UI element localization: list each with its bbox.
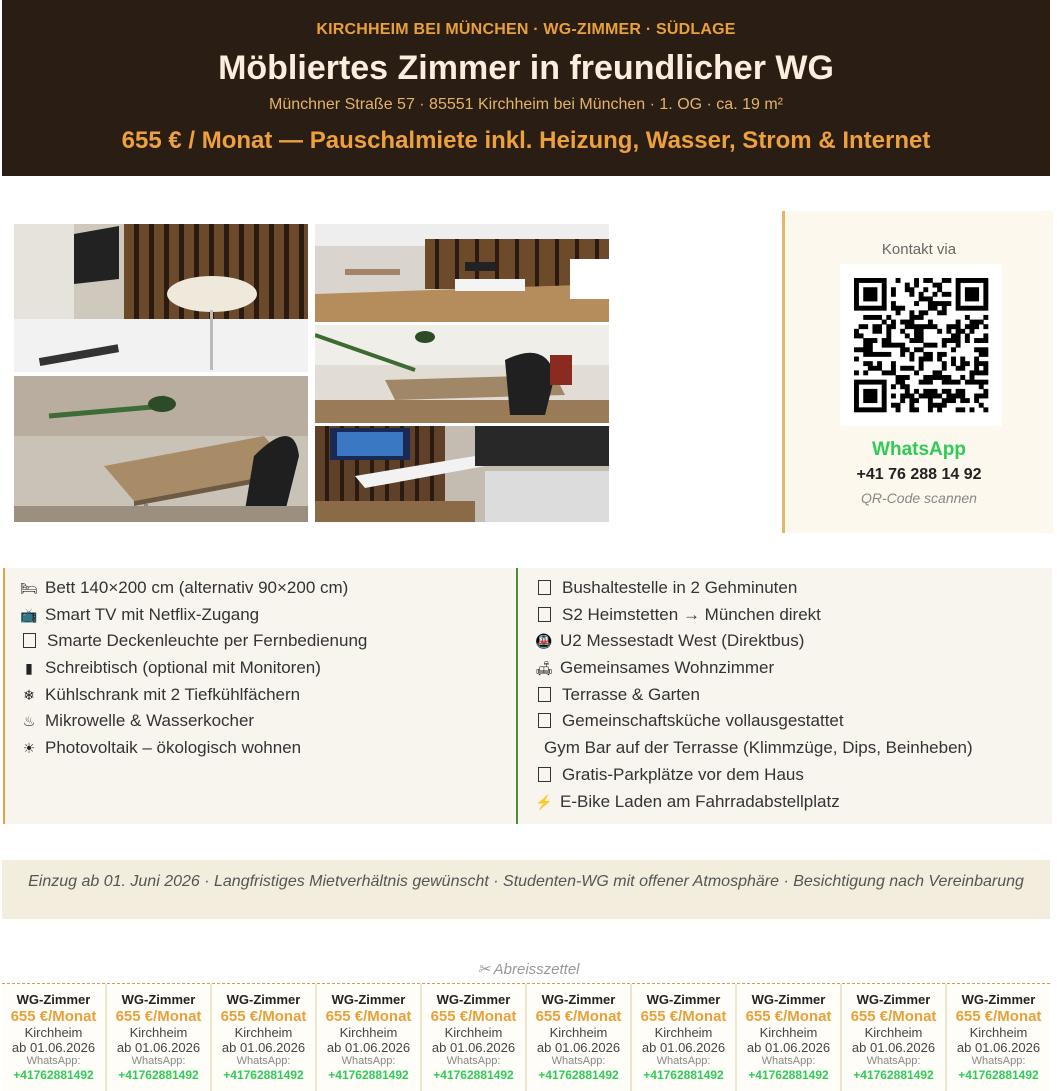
lightning-icon: ⚡ bbox=[535, 793, 553, 810]
feature-item bbox=[534, 630, 973, 657]
tear-off-tab[interactable] bbox=[527, 984, 632, 1091]
tab-whatsapp-label: WhatsApp: bbox=[341, 1055, 396, 1067]
tear-off-tab[interactable] bbox=[317, 984, 422, 1091]
tv-icon: 📺 bbox=[20, 606, 38, 623]
tab-phone: +41762881492 bbox=[433, 1068, 514, 1082]
tab-whatsapp-label: WhatsApp: bbox=[446, 1055, 501, 1067]
feature-item bbox=[534, 577, 973, 604]
tear-off-tab[interactable] bbox=[842, 984, 947, 1091]
tab-place: Kirchheim bbox=[129, 1025, 188, 1040]
feature-item bbox=[19, 630, 367, 657]
feature-text: U2 Messestadt West (Direktbus) bbox=[560, 631, 805, 651]
tab-title: WG-Zimmer bbox=[646, 992, 721, 1007]
tab-whatsapp-label: WhatsApp: bbox=[761, 1055, 816, 1067]
tab-date: ab 01.06.2026 bbox=[221, 1040, 306, 1055]
tab-date: ab 01.06.2026 bbox=[536, 1040, 621, 1055]
tab-date: ab 01.06.2026 bbox=[11, 1040, 96, 1055]
tab-price: 655 €/Monat bbox=[955, 1008, 1042, 1025]
tab-price: 655 €/Monat bbox=[220, 1008, 307, 1025]
tab-whatsapp-label: WhatsApp: bbox=[131, 1055, 186, 1067]
tab-place: Kirchheim bbox=[864, 1025, 923, 1040]
tab-phone: +41762881492 bbox=[643, 1068, 724, 1082]
lamp-icon bbox=[23, 633, 36, 648]
tab-place: Kirchheim bbox=[24, 1025, 83, 1040]
tab-title: WG-Zimmer bbox=[751, 992, 826, 1007]
tab-date: ab 01.06.2026 bbox=[641, 1040, 726, 1055]
tab-price: 655 €/Monat bbox=[10, 1008, 97, 1025]
tab-whatsapp-label: WhatsApp: bbox=[971, 1055, 1026, 1067]
tab-title: WG-Zimmer bbox=[541, 992, 616, 1007]
feature-item bbox=[534, 604, 973, 631]
tab-price: 655 €/Monat bbox=[745, 1008, 832, 1025]
feature-text: Gemeinschaftsküche vollausgestattet bbox=[562, 711, 844, 731]
page-title: Möbliertes Zimmer in freundlicher WG bbox=[218, 49, 834, 87]
tab-title: WG-Zimmer bbox=[961, 992, 1036, 1007]
tear-off-tab[interactable] bbox=[2, 984, 107, 1091]
qr-hint: QR-Code scannen bbox=[861, 490, 977, 506]
bus-stop-icon bbox=[538, 580, 551, 595]
room-photo-chair bbox=[315, 325, 609, 423]
tab-price: 655 €/Monat bbox=[640, 1008, 727, 1025]
tab-phone: +41762881492 bbox=[748, 1068, 829, 1082]
feature-text: Gratis-Parkplätze vor dem Haus bbox=[562, 764, 804, 784]
tab-phone: +41762881492 bbox=[328, 1068, 409, 1082]
feature-text: Schreibtisch (optional mit Monitoren) bbox=[45, 658, 321, 678]
feature-text: S2 Heimstetten → München direkt bbox=[562, 604, 821, 624]
feature-item bbox=[19, 657, 367, 684]
room-photo-lamp bbox=[14, 224, 308, 372]
tab-phone: +41762881492 bbox=[958, 1068, 1039, 1082]
whatsapp-label: WhatsApp bbox=[872, 439, 966, 460]
info-bar bbox=[2, 860, 1050, 919]
feature-text: Gemeinsames Wohnzimmer bbox=[560, 658, 775, 678]
tab-whatsapp-label: WhatsApp: bbox=[656, 1055, 711, 1067]
feature-text: Smart TV mit Netflix-Zugang bbox=[45, 604, 260, 624]
feature-item bbox=[534, 710, 973, 737]
tab-place: Kirchheim bbox=[444, 1025, 503, 1040]
tear-off-strips bbox=[2, 983, 1050, 1091]
qr-code-icon[interactable] bbox=[840, 264, 1002, 426]
tab-title: WG-Zimmer bbox=[436, 992, 511, 1007]
tear-off-tab[interactable] bbox=[947, 984, 1050, 1091]
feature-text: E-Bike Laden am Fahrradabstellplatz bbox=[560, 791, 840, 811]
feature-text: Gym Bar auf der Terrasse (Klimmzüge, Dips, Beinheben) bbox=[544, 738, 973, 758]
tear-off-tab[interactable] bbox=[632, 984, 737, 1091]
tab-date: ab 01.06.2026 bbox=[746, 1040, 831, 1055]
sun-icon: ☀ bbox=[22, 740, 36, 757]
tear-off-tab[interactable] bbox=[422, 984, 527, 1091]
tab-phone: +41762881492 bbox=[853, 1068, 934, 1082]
tab-whatsapp-label: WhatsApp: bbox=[26, 1055, 81, 1067]
feature-text: Terrasse & Garten bbox=[562, 684, 700, 704]
move-in-info: Einzug ab 01. Juni 2026 · Langfristiges Mietverhältnis gewünscht · Studenten-WG mit offener Atmosphäre · Besichtigung nach Vereinbarung bbox=[28, 873, 1024, 890]
feature-text: Smarte Deckenleuchte per Fernbedienung bbox=[47, 631, 368, 651]
bed-icon: 🛏 bbox=[20, 580, 38, 596]
location-features bbox=[516, 568, 1052, 824]
feature-text: Bushaltestelle in 2 Gehminuten bbox=[562, 578, 798, 597]
tab-place: Kirchheim bbox=[234, 1025, 293, 1040]
feature-item bbox=[19, 577, 367, 604]
room-features bbox=[3, 568, 518, 824]
tab-date: ab 01.06.2026 bbox=[116, 1040, 201, 1055]
tab-title: WG-Zimmer bbox=[331, 992, 406, 1007]
tab-phone: +41762881492 bbox=[118, 1068, 199, 1082]
tab-place: Kirchheim bbox=[759, 1025, 818, 1040]
tab-price: 655 €/Monat bbox=[115, 1008, 202, 1025]
feature-text: Photovoltaik – ökologisch wohnen bbox=[45, 738, 302, 758]
feature-item bbox=[534, 764, 973, 791]
tab-phone: +41762881492 bbox=[538, 1068, 619, 1082]
tear-off-tab[interactable] bbox=[107, 984, 212, 1091]
snowflake-icon: ❄ bbox=[23, 686, 35, 703]
phone-number[interactable]: +41 76 288 14 92 bbox=[856, 466, 982, 483]
tab-title: WG-Zimmer bbox=[121, 992, 196, 1007]
room-photo-bed-tv bbox=[315, 426, 609, 522]
room-photo-desk bbox=[14, 376, 308, 522]
train-icon bbox=[538, 607, 551, 622]
feature-item bbox=[19, 737, 367, 764]
feature-item bbox=[534, 791, 973, 818]
feature-item bbox=[19, 604, 367, 631]
parking-icon bbox=[538, 767, 551, 782]
location-kicker: KIRCHHEIM BEI MÜNCHEN · WG-ZIMMER · SÜDLAGE bbox=[316, 21, 736, 38]
steam-icon: ♨ bbox=[22, 713, 36, 730]
feature-item bbox=[19, 710, 367, 737]
tab-phone: +41762881492 bbox=[223, 1068, 304, 1082]
tab-date: ab 01.06.2026 bbox=[851, 1040, 936, 1055]
room-photo-overview bbox=[315, 224, 609, 322]
header-banner bbox=[2, 0, 1050, 176]
garden-icon bbox=[538, 687, 551, 702]
tab-place: Kirchheim bbox=[654, 1025, 713, 1040]
tab-date: ab 01.06.2026 bbox=[431, 1040, 516, 1055]
sofa-icon: 🛋 bbox=[535, 660, 553, 677]
tab-date: ab 01.06.2026 bbox=[956, 1040, 1041, 1055]
kitchen-icon bbox=[538, 713, 551, 728]
tab-whatsapp-label: WhatsApp: bbox=[236, 1055, 291, 1067]
tab-date: ab 01.06.2026 bbox=[326, 1040, 411, 1055]
tab-price: 655 €/Monat bbox=[325, 1008, 412, 1025]
subway-icon: 🚇 bbox=[535, 633, 553, 650]
tab-price: 655 €/Monat bbox=[535, 1008, 622, 1025]
tab-place: Kirchheim bbox=[969, 1025, 1028, 1040]
tab-title: WG-Zimmer bbox=[226, 992, 301, 1007]
feature-item bbox=[19, 684, 367, 711]
feature-item bbox=[534, 737, 973, 764]
price-line: 655 € / Monat — Pauschalmiete inkl. Heizung, Wasser, Strom & Internet bbox=[121, 127, 931, 154]
contact-label: Kontakt via bbox=[881, 241, 957, 258]
tear-off-tab[interactable] bbox=[737, 984, 842, 1091]
tab-title: WG-Zimmer bbox=[856, 992, 931, 1007]
feature-item bbox=[534, 684, 973, 711]
feature-text: Bett 140×200 cm (alternativ 90×200 cm) bbox=[45, 578, 349, 597]
tab-title: WG-Zimmer bbox=[16, 992, 91, 1007]
feature-text: Mikrowelle & Wasserkocher bbox=[45, 711, 255, 731]
tab-place: Kirchheim bbox=[339, 1025, 398, 1040]
tab-price: 655 €/Monat bbox=[430, 1008, 517, 1025]
tab-price: 655 €/Monat bbox=[850, 1008, 937, 1025]
tab-whatsapp-label: WhatsApp: bbox=[551, 1055, 606, 1067]
feature-item bbox=[534, 657, 973, 684]
tab-whatsapp-label: WhatsApp: bbox=[866, 1055, 921, 1067]
desk-icon: ▮ bbox=[25, 660, 33, 677]
contact-panel bbox=[782, 211, 1053, 533]
feature-text: Kühlschrank mit 2 Tiefkühlfächern bbox=[45, 684, 301, 704]
tab-place: Kirchheim bbox=[549, 1025, 608, 1040]
tear-off-tab[interactable] bbox=[212, 984, 317, 1091]
tab-phone: +41762881492 bbox=[13, 1068, 94, 1082]
address-line: Münchner Straße 57 · 85551 Kirchheim bei München · 1. OG · ca. 19 m² bbox=[268, 96, 783, 113]
tear-off-label: ✂ Abreisszettel bbox=[477, 961, 580, 978]
